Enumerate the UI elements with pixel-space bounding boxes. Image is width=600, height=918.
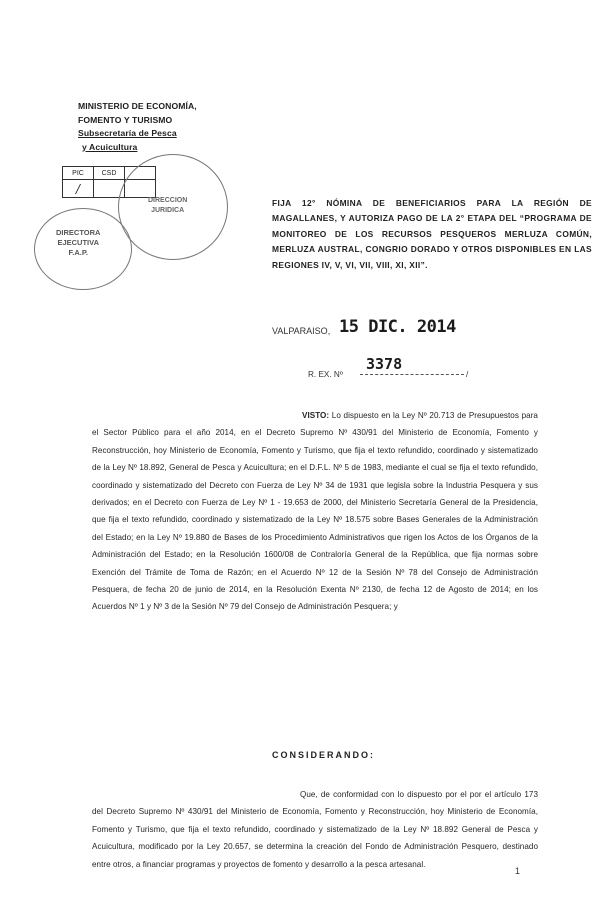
subsecretaria-name-2: y Acuicultura (82, 141, 138, 152)
ministry-name: MINISTERIO DE ECONOMÍA, (78, 101, 197, 111)
subsecretaria-name: Subsecretaría de Pesca (78, 128, 177, 138)
resolution-suffix: / (466, 370, 469, 379)
visto-lead: VISTO: (302, 411, 330, 420)
visto-paragraph (92, 407, 538, 616)
stamp-line: F.A.P. (68, 248, 88, 257)
resolution-subject: FIJA 12° NÓMINA DE BENEFICIARIOS PARA LA REGIÓN DE MAGALLANES, Y AUTORIZA PAGO DE LA 2° ETAPA DEL “PROGRAMA DE MONITOREO DE LOS RECURSOS PESQUEROS MERLUZA COMÚN, MERLUZA AUSTRAL, CONGRIO DORADO Y OTROS DISPONIBLES EN LAS REGIONES IV, V, VI, VII, VIII, XI, XII”. (272, 198, 592, 270)
date-place: VALPARAISO, (272, 326, 331, 336)
considerando-heading: CONSIDERANDO: (272, 750, 376, 760)
stamp-line: JURIDICA (151, 207, 185, 214)
page-number: 1 (515, 866, 521, 876)
stamp-line: EJECUTIVA (57, 238, 99, 247)
resolution-number-rule (360, 374, 464, 375)
date-stamp: 15 DIC. 2014 (339, 317, 456, 337)
grid-header-csd: CSD (94, 167, 125, 180)
grid-initial-1: / (63, 180, 94, 198)
resolution-label: R. EX. Nº (308, 370, 343, 379)
stamp-line: DIRECCION (148, 197, 188, 204)
ministry-header (78, 100, 197, 154)
ministry-name-2: FOMENTO Y TURISMO (78, 114, 173, 125)
visto-text: Lo dispuesto en la Ley Nº 20.713 de Presupuestos para el Sector Público para el año 2014, en el Decreto Supremo Nº 430/91 del Ministerio de Economía, Fomento y Reconstrucción, hoy Ministerio de Economía, Fomento y Turismo, que fija el texto refundido, coordinado y sistematizado de la Ley Nº 18.892, General de Pesca y Acuicultura; en el D.F.L. Nº 5 de 1983, mediante el cual se fija el texto refundido, coordinado y sistematizado del Decreto con Fuerza de Ley Nº 34 de 1931 que legisla sobre la Industria Pesquera y sus derivados; en el Decreto con Fuerza de Ley Nº 1 - 19.653 de 2000, del Ministerio Secretaría General de la Presidencia, que fija el texto refundido, coordinado y sistematizado de la Ley Nº 18.575 sobre Bases Generales de la Administración del Estado; en la Ley Nº 19.880 de Bases de los Procedimiento Administrativos que rigen los Actos de los Órganos de la Administración del Estado; en la Resolución 1600/08 de Contraloría General de la República, que fija normas sobre Exención del Trámite de Toma de Razón; en el Acuerdo Nº 12 de la Sesión Nº 78 del Consejo de Administración Pesquera, de fecha 20 de junio de 2014, en la Resolución Exenta Nº 2130, de fecha 12 de Agosto de 2014; en los Acuerdos Nº 1 y Nº 3 de la Sesión Nº 79 del Consejo de Administración Pesquera; y (92, 411, 538, 612)
resolution-number: 3378 (366, 355, 403, 373)
directora-stamp-text (56, 228, 100, 258)
stamp-line: DIRECTORA (56, 228, 101, 237)
grid-header-pic: PIC (63, 167, 94, 180)
juridica-stamp-text (148, 196, 187, 216)
considerando-paragraph: Que, de conformidad con lo dispuesto por el por el artículo 173 del Decreto Supremo Nº 430/91 del Ministerio de Economía, Fomento y Reconstrucción, hoy Ministerio de Economía, Fomento y Turismo, que fija el texto refundido, coordinado y sistematizado de la Ley Nº 18.892 General de Pesca y Acuicultura, modificado por la Ley 20.657, se determina la creación del Fondo de Administración Pesquero, destinado entre otros, a financiar programas y proyectos de fomento y desarrollo a la pesca artesanal. (92, 790, 538, 869)
